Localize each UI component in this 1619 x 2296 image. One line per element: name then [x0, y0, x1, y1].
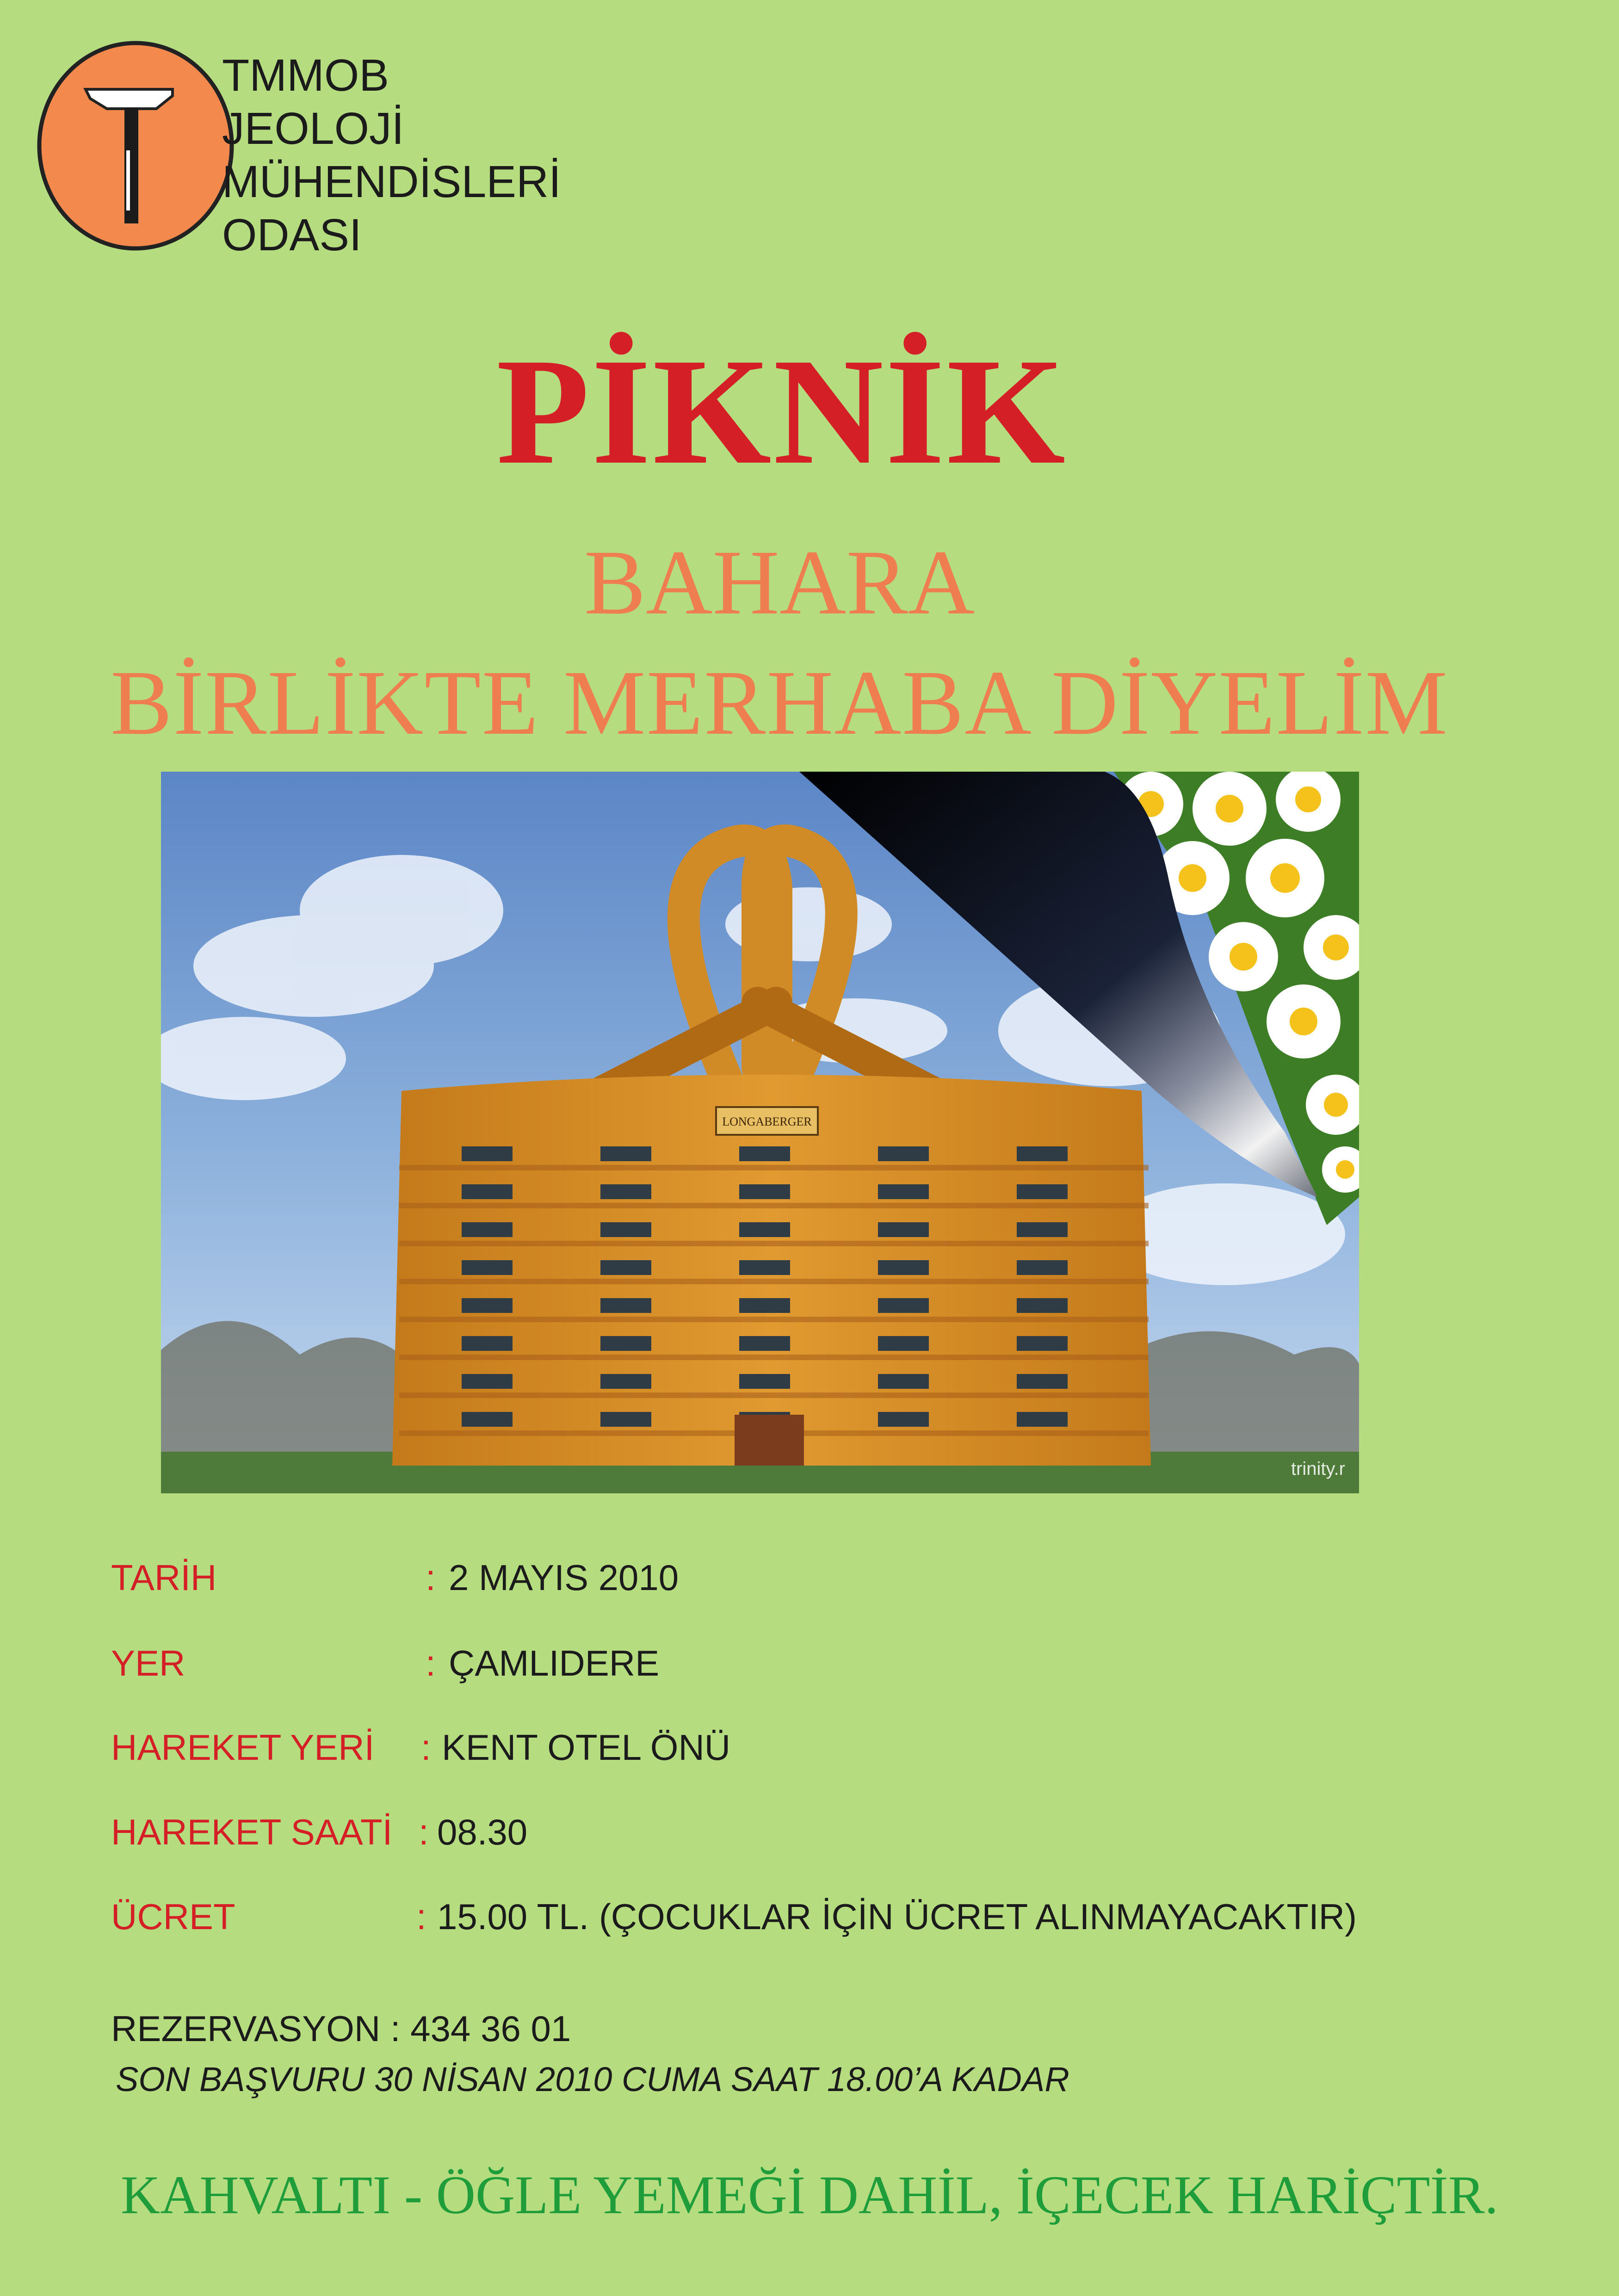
- detail-row-place: [111, 1638, 1499, 1689]
- photo-credit: trinity.r: [1291, 1459, 1345, 1479]
- subtitle-line-2: BİRLİKTE MERHABA DİYELİM: [110, 652, 1449, 754]
- building-window: [462, 1412, 513, 1427]
- building-window: [600, 1298, 651, 1313]
- building-window: [600, 1336, 651, 1351]
- detail-row-departure-place: [111, 1722, 1499, 1773]
- organization-name: [222, 49, 561, 261]
- building-sign: LONGABERGER: [722, 1115, 812, 1128]
- building-window: [739, 1146, 790, 1161]
- building-window: [600, 1146, 651, 1161]
- building-window: [462, 1260, 513, 1275]
- building-window: [739, 1184, 790, 1199]
- building-window: [600, 1374, 651, 1389]
- detail-colon: :: [416, 1896, 426, 1937]
- detail-label: HAREKET SAATİ: [111, 1812, 393, 1852]
- building-window: [878, 1260, 929, 1275]
- detail-label: TARİH: [111, 1557, 217, 1598]
- organization-name-line: ODASI: [222, 210, 362, 260]
- building-window: [462, 1298, 513, 1313]
- building-window: [878, 1412, 929, 1427]
- building-window: [462, 1222, 513, 1237]
- detail-colon: :: [421, 1727, 431, 1768]
- detail-value: 08.30: [437, 1812, 528, 1852]
- meal-note: KAHVALTI - ÖĞLE YEMEĞİ DAHİL, İÇECEK HARİÇTİR.: [120, 2165, 1499, 2225]
- building-window: [1017, 1374, 1068, 1389]
- poster-title: PİKNİK: [496, 327, 1068, 496]
- detail-row-departure-time: [111, 1807, 1499, 1857]
- building-window: [878, 1184, 929, 1199]
- building-window: [462, 1374, 513, 1389]
- detail-label: YER: [111, 1643, 185, 1683]
- building-window: [462, 1184, 513, 1199]
- building-window: [462, 1336, 513, 1351]
- building-window: [739, 1374, 790, 1389]
- detail-value: 2 MAYIS 2010: [449, 1557, 679, 1598]
- building-band: [399, 1355, 1149, 1360]
- subtitle-line-1: BAHARA: [584, 532, 975, 634]
- organization-name-line: TMMOB: [222, 50, 389, 100]
- building-window: [878, 1298, 929, 1313]
- building-window: [462, 1146, 513, 1161]
- organization-logo: [34, 39, 237, 252]
- detail-row-fee: [111, 1891, 1545, 1942]
- application-deadline: SON BAŞVURU 30 NİSAN 2010 CUMA SAAT 18.00’A KADAR: [116, 2060, 1069, 2098]
- building-band: [399, 1241, 1149, 1246]
- detail-colon: :: [426, 1557, 436, 1598]
- building-window: [878, 1336, 929, 1351]
- building-window: [878, 1374, 929, 1389]
- building-band: [399, 1203, 1149, 1208]
- organization-name-line: MÜHENDİSLERİ: [222, 156, 561, 207]
- building-window: [1017, 1222, 1068, 1237]
- building-band: [399, 1317, 1149, 1322]
- detail-row-date: [111, 1552, 1499, 1603]
- building-window: [600, 1184, 651, 1199]
- building-window: [1017, 1336, 1068, 1351]
- building-window: [739, 1222, 790, 1237]
- detail-label: ÜCRET: [111, 1896, 235, 1937]
- detail-value: 15.00 TL. (ÇOCUKLAR İÇİN ÜCRET ALINMAYACAKTIR): [437, 1896, 1357, 1937]
- building-window: [600, 1260, 651, 1275]
- building-window: [739, 1336, 790, 1351]
- detail-value: ÇAMLIDERE: [449, 1643, 660, 1683]
- detail-colon: :: [419, 1812, 429, 1852]
- building-window: [739, 1298, 790, 1313]
- building-window: [1017, 1298, 1068, 1313]
- building-window: [1017, 1260, 1068, 1275]
- building-window: [600, 1222, 651, 1237]
- detail-label: HAREKET YERİ: [111, 1727, 375, 1768]
- building-band: [399, 1279, 1149, 1284]
- reservation-info: REZERVASYON : 434 36 01: [111, 2008, 571, 2049]
- detail-colon: :: [426, 1643, 436, 1683]
- building-window: [878, 1146, 929, 1161]
- building-band: [399, 1165, 1149, 1170]
- organization-name-line: JEOLOJİ: [222, 103, 404, 154]
- building-window: [1017, 1146, 1068, 1161]
- building-band: [399, 1392, 1149, 1398]
- building-window: [1017, 1412, 1068, 1427]
- building-window: [739, 1260, 790, 1275]
- basket-building-photo: [161, 772, 1359, 1493]
- building-window: [878, 1222, 929, 1237]
- building-window: [600, 1412, 651, 1427]
- detail-value: KENT OTEL ÖNÜ: [442, 1727, 731, 1768]
- building-window: [1017, 1184, 1068, 1199]
